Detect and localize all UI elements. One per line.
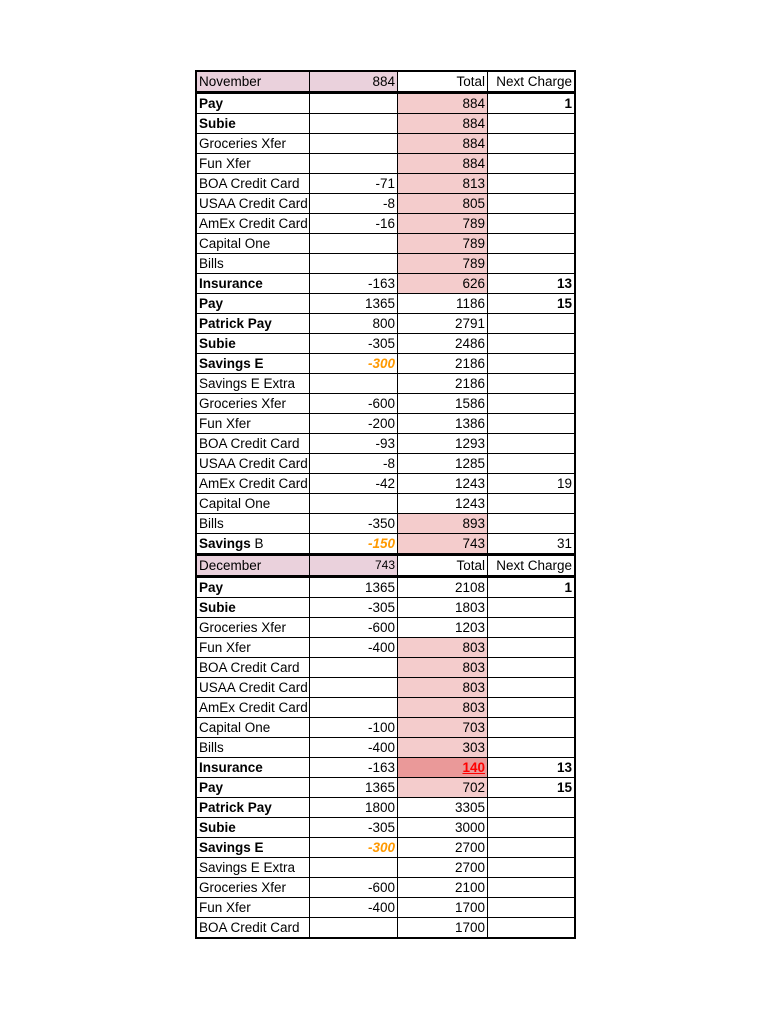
- row-label-cell[interactable]: Savings E: [197, 838, 310, 858]
- row-next-charge-cell[interactable]: [488, 254, 575, 274]
- row-label-cell[interactable]: Groceries Xfer: [197, 618, 310, 638]
- table-row: [197, 598, 575, 618]
- row-amount-cell[interactable]: [310, 93, 398, 114]
- row-total-cell[interactable]: 884: [398, 154, 488, 174]
- table-row: [197, 474, 575, 494]
- row-amount-cell[interactable]: -305: [310, 334, 398, 354]
- row-total-cell[interactable]: 1293: [398, 434, 488, 454]
- row-label-cell[interactable]: Subie: [197, 818, 310, 838]
- row-total-cell[interactable]: 3305: [398, 798, 488, 818]
- row-label-cell[interactable]: AmEx Credit Card: [197, 214, 310, 234]
- row-next-charge-cell[interactable]: [488, 154, 575, 174]
- row-label-cell[interactable]: Fun Xfer: [197, 154, 310, 174]
- row-label-cell[interactable]: Patrick Pay: [197, 798, 310, 818]
- row-total-cell[interactable]: 2791: [398, 314, 488, 334]
- row-label-cell[interactable]: Insurance: [197, 758, 310, 778]
- row-amount-cell[interactable]: -8: [310, 454, 398, 474]
- row-total-cell[interactable]: 803: [398, 678, 488, 698]
- row-next-charge-cell[interactable]: [488, 314, 575, 334]
- table-row: [197, 898, 575, 918]
- budget-sheet: [195, 70, 576, 939]
- row-label-cell[interactable]: USAA Credit Card: [197, 194, 310, 214]
- low-balance-value: 140: [462, 760, 485, 775]
- row-amount-cell[interactable]: 1365: [310, 294, 398, 314]
- row-total-cell[interactable]: 3000: [398, 818, 488, 838]
- table-row: [197, 738, 575, 758]
- row-next-charge-cell[interactable]: [488, 818, 575, 838]
- row-next-charge-cell[interactable]: [488, 838, 575, 858]
- row-next-charge-cell[interactable]: [488, 334, 575, 354]
- row-next-charge-cell[interactable]: [488, 234, 575, 254]
- row-label-cell[interactable]: Capital One: [197, 234, 310, 254]
- row-amount-cell[interactable]: -600: [310, 878, 398, 898]
- row-total-cell[interactable]: [398, 758, 488, 778]
- row-label-cell[interactable]: Bills: [197, 254, 310, 274]
- row-amount-cell[interactable]: -600: [310, 394, 398, 414]
- row-amount-cell[interactable]: -93: [310, 434, 398, 454]
- table-row: [197, 514, 575, 534]
- row-label-cell[interactable]: Groceries Xfer: [197, 134, 310, 154]
- row-total-cell[interactable]: 702: [398, 778, 488, 798]
- row-total-cell[interactable]: 789: [398, 254, 488, 274]
- row-amount-cell[interactable]: -71: [310, 174, 398, 194]
- row-next-charge-cell[interactable]: 19: [488, 474, 575, 494]
- row-amount-cell[interactable]: 1365: [310, 778, 398, 798]
- row-total-cell[interactable]: 1386: [398, 414, 488, 434]
- total-header-cell[interactable]: Total: [398, 555, 488, 577]
- row-total-cell[interactable]: 2108: [398, 577, 488, 598]
- table-row: [197, 274, 575, 294]
- row-label-cell[interactable]: [197, 534, 310, 555]
- table-row: [197, 577, 575, 598]
- row-label-cell[interactable]: BOA Credit Card: [197, 434, 310, 454]
- row-amount-cell[interactable]: -400: [310, 738, 398, 758]
- table-row: [197, 254, 575, 274]
- row-total-cell[interactable]: 884: [398, 134, 488, 154]
- row-amount-cell[interactable]: -300: [310, 838, 398, 858]
- table-row: [197, 314, 575, 334]
- row-label-cell[interactable]: Fun Xfer: [197, 898, 310, 918]
- row-label-rest: B: [250, 536, 264, 551]
- row-next-charge-cell[interactable]: [488, 394, 575, 414]
- row-label-cell[interactable]: BOA Credit Card: [197, 174, 310, 194]
- row-label-cell[interactable]: Savings E: [197, 354, 310, 374]
- table-row: [197, 114, 575, 134]
- row-label-cell[interactable]: Insurance: [197, 274, 310, 294]
- row-amount-cell[interactable]: -16: [310, 214, 398, 234]
- row-next-charge-cell[interactable]: 13: [488, 758, 575, 778]
- row-amount-cell[interactable]: [310, 658, 398, 678]
- table-row: [197, 534, 575, 555]
- table-row: [197, 758, 575, 778]
- table-row: [197, 878, 575, 898]
- budget-table: [196, 71, 575, 938]
- row-next-charge-cell[interactable]: [488, 494, 575, 514]
- month-amount-cell[interactable]: 884: [310, 72, 398, 93]
- row-next-charge-cell[interactable]: [488, 354, 575, 374]
- table-row: [197, 798, 575, 818]
- row-label-cell[interactable]: Pay: [197, 294, 310, 314]
- row-label-cell[interactable]: AmEx Credit Card: [197, 698, 310, 718]
- row-amount-cell[interactable]: -350: [310, 514, 398, 534]
- row-next-charge-cell[interactable]: 13: [488, 274, 575, 294]
- row-total-cell[interactable]: 2700: [398, 858, 488, 878]
- row-next-charge-cell[interactable]: [488, 214, 575, 234]
- table-row: [197, 838, 575, 858]
- row-amount-cell[interactable]: -400: [310, 638, 398, 658]
- row-amount-cell[interactable]: [310, 494, 398, 514]
- row-next-charge-cell[interactable]: 31: [488, 534, 575, 555]
- row-amount-cell[interactable]: -200: [310, 414, 398, 434]
- row-label-cell[interactable]: USAA Credit Card: [197, 678, 310, 698]
- table-row: [197, 678, 575, 698]
- row-total-cell[interactable]: 1203: [398, 618, 488, 638]
- table-row: [197, 354, 575, 374]
- row-amount-cell[interactable]: -400: [310, 898, 398, 918]
- row-total-cell[interactable]: 789: [398, 234, 488, 254]
- row-label-cell[interactable]: Capital One: [197, 494, 310, 514]
- row-label-cell[interactable]: Subie: [197, 114, 310, 134]
- row-total-cell[interactable]: 1586: [398, 394, 488, 414]
- row-amount-cell[interactable]: -600: [310, 618, 398, 638]
- row-label-cell[interactable]: Pay: [197, 93, 310, 114]
- row-total-cell[interactable]: 2486: [398, 334, 488, 354]
- month-label-cell[interactable]: November: [197, 72, 310, 93]
- row-amount-cell[interactable]: -100: [310, 718, 398, 738]
- row-amount-cell[interactable]: 1800: [310, 798, 398, 818]
- row-total-cell[interactable]: 884: [398, 114, 488, 134]
- row-label-cell[interactable]: Groceries Xfer: [197, 878, 310, 898]
- row-next-charge-cell[interactable]: [488, 174, 575, 194]
- row-total-cell[interactable]: 1700: [398, 918, 488, 938]
- row-total-cell[interactable]: 2186: [398, 354, 488, 374]
- table-row: [197, 294, 575, 314]
- table-row: [197, 394, 575, 414]
- row-label-cell[interactable]: BOA Credit Card: [197, 658, 310, 678]
- row-label-cell[interactable]: Pay: [197, 778, 310, 798]
- row-next-charge-cell[interactable]: [488, 638, 575, 658]
- table-row: [197, 334, 575, 354]
- row-amount-cell[interactable]: [310, 374, 398, 394]
- row-amount-cell[interactable]: 1365: [310, 577, 398, 598]
- row-total-cell[interactable]: 813: [398, 174, 488, 194]
- row-label-cell[interactable]: Groceries Xfer: [197, 394, 310, 414]
- row-total-cell[interactable]: 789: [398, 214, 488, 234]
- row-total-cell[interactable]: 1285: [398, 454, 488, 474]
- row-amount-cell[interactable]: [310, 858, 398, 878]
- row-next-charge-cell[interactable]: [488, 698, 575, 718]
- row-next-charge-cell[interactable]: [488, 658, 575, 678]
- table-row: [197, 858, 575, 878]
- row-label-cell[interactable]: Subie: [197, 334, 310, 354]
- row-next-charge-cell[interactable]: [488, 678, 575, 698]
- row-label-cell[interactable]: BOA Credit Card: [197, 918, 310, 938]
- row-amount-cell[interactable]: [310, 134, 398, 154]
- table-row: [197, 214, 575, 234]
- row-amount-cell[interactable]: [310, 678, 398, 698]
- row-next-charge-cell[interactable]: [488, 454, 575, 474]
- row-total-cell[interactable]: 893: [398, 514, 488, 534]
- row-next-charge-cell[interactable]: [488, 798, 575, 818]
- row-next-charge-cell[interactable]: [488, 434, 575, 454]
- row-label-cell[interactable]: Bills: [197, 738, 310, 758]
- row-total-cell[interactable]: 743: [398, 534, 488, 555]
- row-amount-cell[interactable]: 800: [310, 314, 398, 334]
- month-label-cell[interactable]: December: [197, 555, 310, 577]
- table-row: [197, 618, 575, 638]
- row-label-cell[interactable]: Pay: [197, 577, 310, 598]
- row-total-cell[interactable]: 2100: [398, 878, 488, 898]
- row-total-cell[interactable]: 805: [398, 194, 488, 214]
- row-amount-cell[interactable]: -163: [310, 758, 398, 778]
- table-row: [197, 638, 575, 658]
- row-label-cell[interactable]: Savings E Extra: [197, 858, 310, 878]
- row-next-charge-cell[interactable]: [488, 618, 575, 638]
- row-total-cell[interactable]: 803: [398, 638, 488, 658]
- row-amount-cell[interactable]: [310, 234, 398, 254]
- row-next-charge-cell[interactable]: 15: [488, 294, 575, 314]
- table-row: [197, 374, 575, 394]
- row-next-charge-cell[interactable]: [488, 414, 575, 434]
- row-next-charge-cell[interactable]: [488, 718, 575, 738]
- row-amount-cell[interactable]: -8: [310, 194, 398, 214]
- row-total-cell[interactable]: 703: [398, 718, 488, 738]
- row-next-charge-cell[interactable]: [488, 598, 575, 618]
- table-row: [197, 658, 575, 678]
- row-total-cell[interactable]: 2700: [398, 838, 488, 858]
- row-total-cell[interactable]: 303: [398, 738, 488, 758]
- row-label-cell[interactable]: USAA Credit Card: [197, 454, 310, 474]
- total-header-cell[interactable]: Total: [398, 72, 488, 93]
- row-total-cell[interactable]: 1186: [398, 294, 488, 314]
- row-next-charge-cell[interactable]: [488, 194, 575, 214]
- row-next-charge-cell[interactable]: [488, 918, 575, 938]
- table-row: [197, 718, 575, 738]
- row-next-charge-cell[interactable]: [488, 114, 575, 134]
- row-next-charge-cell[interactable]: 15: [488, 778, 575, 798]
- row-total-cell[interactable]: 2186: [398, 374, 488, 394]
- table-row: [197, 454, 575, 474]
- row-total-cell[interactable]: 884: [398, 93, 488, 114]
- december-header-row: [197, 555, 575, 577]
- row-amount-cell[interactable]: [310, 154, 398, 174]
- row-label-cell[interactable]: Bills: [197, 514, 310, 534]
- row-total-cell[interactable]: 1243: [398, 474, 488, 494]
- row-next-charge-cell[interactable]: [488, 898, 575, 918]
- table-row: [197, 918, 575, 938]
- table-row: [197, 194, 575, 214]
- month-amount-cell[interactable]: 743: [310, 555, 398, 577]
- row-next-charge-cell[interactable]: [488, 738, 575, 758]
- row-total-cell[interactable]: 803: [398, 698, 488, 718]
- row-amount-cell[interactable]: -300: [310, 354, 398, 374]
- table-row: [197, 818, 575, 838]
- row-total-cell[interactable]: 803: [398, 658, 488, 678]
- row-amount-cell[interactable]: [310, 698, 398, 718]
- row-next-charge-cell[interactable]: 1: [488, 577, 575, 598]
- table-row: [197, 174, 575, 194]
- row-total-cell[interactable]: 1803: [398, 598, 488, 618]
- next-charge-header-cell[interactable]: Next Charge: [488, 555, 575, 577]
- next-charge-header-cell[interactable]: Next Charge: [488, 72, 575, 93]
- row-total-cell[interactable]: 1700: [398, 898, 488, 918]
- row-label-cell[interactable]: Patrick Pay: [197, 314, 310, 334]
- row-total-cell[interactable]: 626: [398, 274, 488, 294]
- row-next-charge-cell[interactable]: [488, 858, 575, 878]
- row-next-charge-cell[interactable]: [488, 878, 575, 898]
- row-label-cell[interactable]: Savings E Extra: [197, 374, 310, 394]
- table-row: [197, 434, 575, 454]
- table-row: [197, 414, 575, 434]
- row-amount-cell[interactable]: -42: [310, 474, 398, 494]
- table-row: [197, 134, 575, 154]
- table-row: [197, 234, 575, 254]
- row-amount-cell[interactable]: [310, 918, 398, 938]
- row-next-charge-cell[interactable]: 1: [488, 93, 575, 114]
- row-amount-cell[interactable]: [310, 114, 398, 134]
- table-row: [197, 154, 575, 174]
- row-next-charge-cell[interactable]: [488, 374, 575, 394]
- row-total-cell[interactable]: 1243: [398, 494, 488, 514]
- row-label-cell[interactable]: Capital One: [197, 718, 310, 738]
- row-amount-cell[interactable]: -163: [310, 274, 398, 294]
- row-amount-cell[interactable]: -305: [310, 598, 398, 618]
- row-next-charge-cell[interactable]: [488, 134, 575, 154]
- row-label-cell[interactable]: Fun Xfer: [197, 414, 310, 434]
- row-next-charge-cell[interactable]: [488, 514, 575, 534]
- table-row: [197, 778, 575, 798]
- november-header-row: [197, 72, 575, 93]
- table-row: [197, 93, 575, 114]
- row-amount-cell[interactable]: -305: [310, 818, 398, 838]
- row-label-cell[interactable]: Subie: [197, 598, 310, 618]
- row-label-bold: Savings: [199, 536, 251, 551]
- row-amount-cell[interactable]: [310, 254, 398, 274]
- table-row: [197, 494, 575, 514]
- table-row: [197, 698, 575, 718]
- row-label-cell[interactable]: AmEx Credit Card: [197, 474, 310, 494]
- row-amount-cell[interactable]: -150: [310, 534, 398, 555]
- row-label-cell[interactable]: Fun Xfer: [197, 638, 310, 658]
